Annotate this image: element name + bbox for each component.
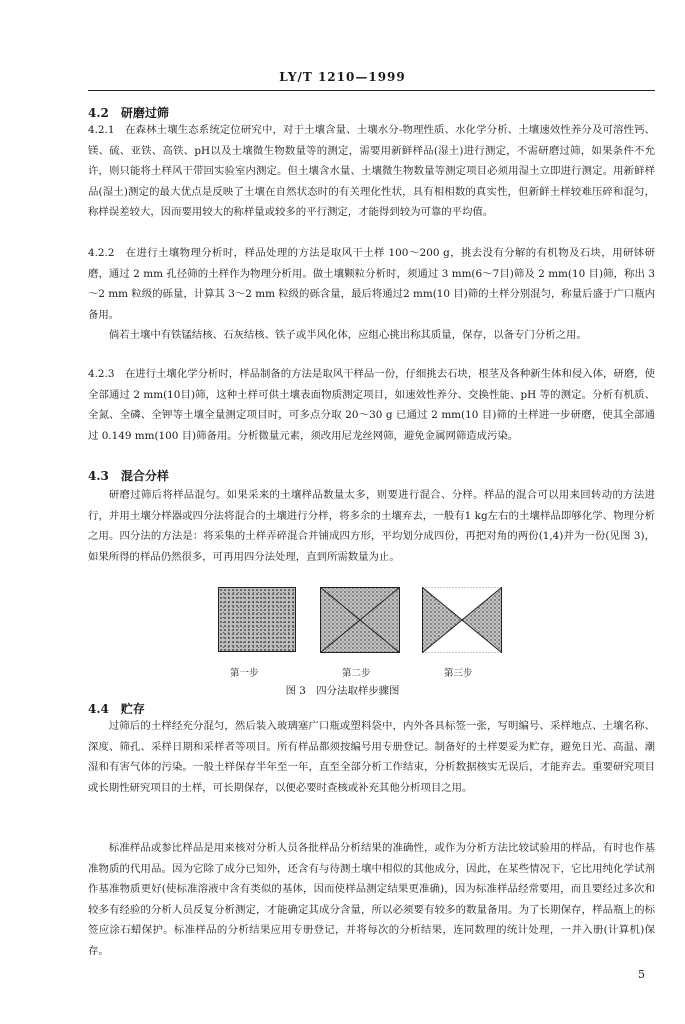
section-4-2-title: 4.2 研磨过筛	[88, 106, 169, 120]
section-4-4-title: 4.4 贮存	[88, 702, 145, 716]
para-4-2-2: 4.2.2 在进行土壤物理分析时，样品处理的方法是取风干土样 100～200 g，挑去没有分解的有机物及石块，用研钵研磨，通过 2 mm 孔径筛的土样作为物理分析用。做土壤颗粒分析时，须通过 3 mm(6～7目)筛及 2 mm(10 目)筛，称出 3～2 mm 粒级的砾量，计算其 3～2 mm 粒级的砾含量，最后将通过2 mm(10 目)筛的土样分别混匀，称量后盛于广口瓶内备用。	[88, 247, 655, 321]
page-number: 5	[638, 968, 645, 981]
section-4-3-title: 4.3 混合分样	[88, 469, 169, 483]
para-4-4-b: 标准样品或参比样品是用来核对分析人员各批样品分析结果的准确性，或作为分析方法比较试验用的样品，有时也作基准物质的代用品。因为它除了成分已知外，还含有与待测土壤中相似的其他成分，因此，在某些情况下，它比用纯化学试剂作基准物质更好(使标准溶液中含有类似的基体，因而使样品测定结果更准确)，因为标准样品经常要用，而且要经过多次和较多有经验的分析人员反复分析测定，才能确定其成分含量，所以必须要有较多的数量备用。为了长期保存，样品瓶上的标签应涂石蜡保护。标准样品的分析结果应用专册登记，并将每次的分析结果，连同数理的统计处理，一并入册(计算机)保存。	[88, 842, 655, 957]
para-4-4-a: 过筛后的土样经充分混匀，然后装入玻璃塞广口瓶或塑料袋中，内外各具标签一张，写明编号、采样地点、土壤名称、深度、筛孔、采样日期和采样者等项目。所有样品都须按编号用专册登记。制备好的土样要妥为贮存，避免日光、高温、潮湿和有害气体的污染。一般土样保存半年至一年，直至全部分析工作结束，分析数据核实无误后，才能弃去。重要研究项目或长期性研究项目的土样，可长期保存，以便必要时查核或补充其他分析项目之用。	[88, 720, 655, 794]
para-4-2-3: 4.2.3 在进行土壤化学分析时，样品制备的方法是取风干样品一份，仔细挑去石块，根茎及各种新生体和侵入体，研磨，使全部通过 2 mm(10目)筛，这种土样可供土壤表面物质测定项目，如速效性养分、交换性能、pH 等的测定。分析有机质、全氮、全磷、全钾等土壤全量测定项目时，可多点分取 20～30 g 已通过 2 mm(10 目)筛的土样进一步研磨，使其全部通过 0.149 mm(100 目)筛备用。分析微量元素，须改用尼龙丝网筛，避免金属网筛造成污染。	[88, 368, 655, 442]
figure-caption: 图 3 四分法取样步骤图	[285, 685, 400, 697]
step1-square	[218, 587, 296, 652]
para-4-2-2-note: 倘若土壤中有铁锰结核、石灰结核、铁子或半风化体，应组心挑出称其质量，保存，以备专门分析之用。	[108, 329, 587, 341]
step1-label: 第一步	[230, 668, 259, 679]
para-4-3: 研磨过筛后将样品混匀。如果采来的土壤样品数量太多，则要进行混合、分样。样品的混合可以用来回转动的方法进行，并用土壤分样器或四分法将混合的土壤进行分样，将多余的土壤弃去，一般有1 kg左右的土壤样品即够化学、物理分析之用。四分法的方法是：将采集的土样弄碎混合并铺成四方形，平均划分成四份，再把对角的两份(1,4)并为一份(见图 3)，如果所得的样品仍然很多，可再用四分法处理，直到所需数量为止。	[88, 489, 655, 563]
step2-label: 第二步	[342, 668, 371, 679]
header-rule	[88, 90, 655, 91]
standard-header: LY/T 1210—1999	[279, 70, 406, 84]
step2-diagram	[320, 587, 400, 653]
step3-label: 第三步	[444, 668, 473, 679]
para-4-2-1: 4.2.1 在森林土壤生态系统定位研究中，对于土壤含量、土壤水分-物理性质、水化学分析、土壤速效性养分及可溶性钙、镁、硫、亚铁、高铁、pH以及土壤微生物数量等的测定，需要用新鲜样品(湿土)进行测定，不需研磨过筛，如果条件不允许，则只能将土样风干带回实验室内测定。但土壤含水量、土壤微生物数量等测定项目必须用湿土立即进行测定。用新鲜样品(湿土)测定的最大优点是反映了土壤在自然状态时的有关理化性状，具有相相数的真实性，但新鲜土样较难压碎和混匀，称样误差较大，因而要用较大的称样量或较多的平行测定，才能得到较为可靠的平均值。	[88, 124, 655, 218]
step3-diagram	[422, 587, 502, 653]
